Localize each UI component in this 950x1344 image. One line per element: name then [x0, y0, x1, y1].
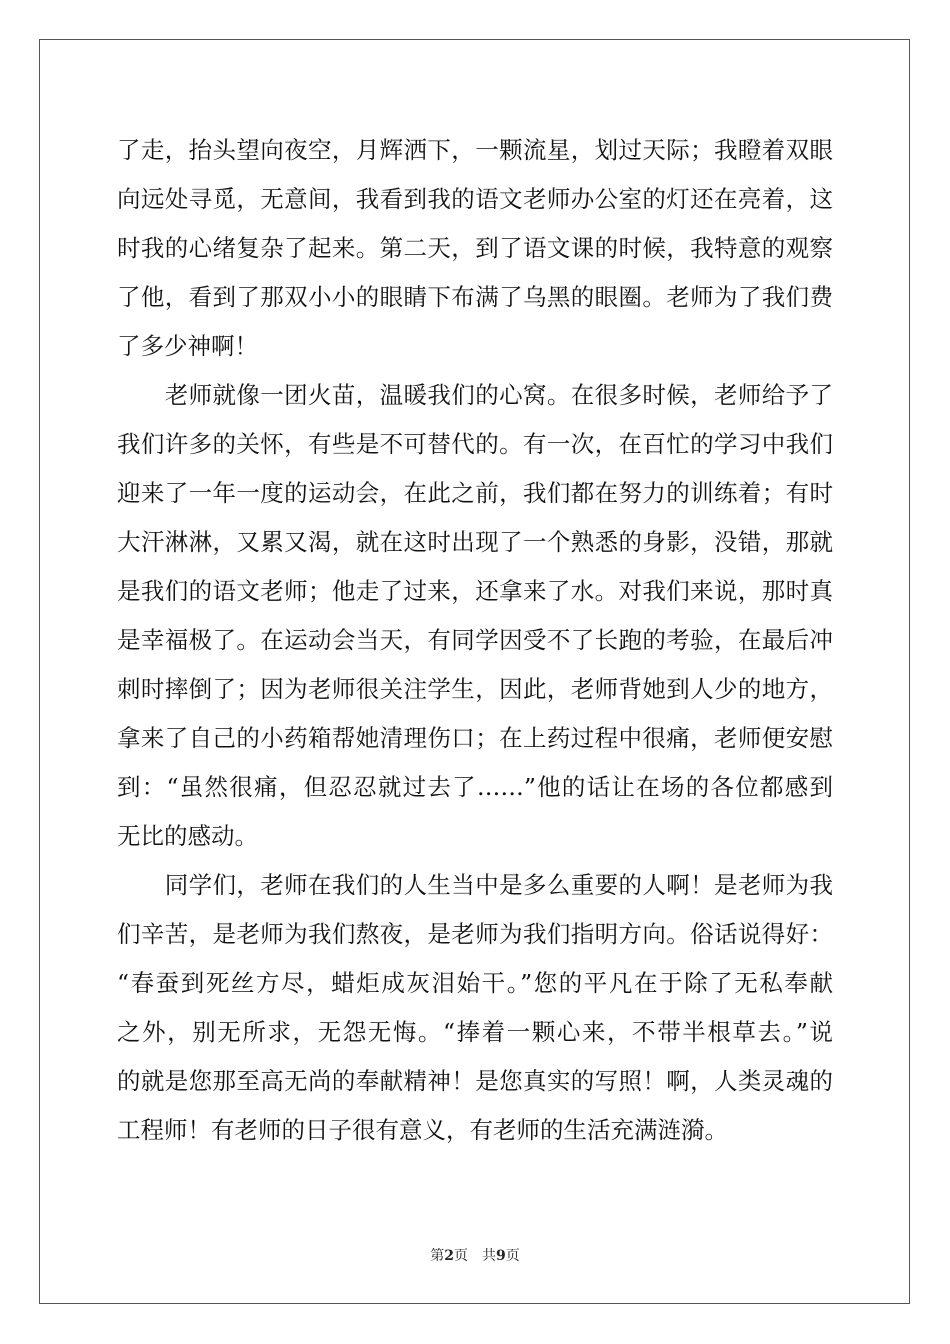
text-line: 工程师！有老师的日子很有意义，有老师的生活充满涟漪。 — [117, 1116, 728, 1144]
text-line: 向远处寻觅，无意间，我看到我的语文老师办公室的灯还在亮着，这 — [117, 185, 833, 213]
text-line: 到：“虽然很痛，但忍忍就过去了……”他的话让在场的各位都感到 — [117, 773, 833, 801]
text-line: 之外，别无所求，无怨无悔。“捧着一颗心来，不带半根草去。”说 — [117, 1018, 833, 1046]
text-line: 是我们的语文老师；他走了过来，还拿来了水。对我们来说，那时真 — [117, 577, 833, 605]
text-line: 的就是您那至高无尚的奉献精神！是您真实的写照！啊，人类灵魂的 — [117, 1067, 833, 1095]
text-line: 了多少神啊！ — [117, 332, 258, 360]
text-line: 同学们，老师在我们的人生当中是多么重要的人啊！是老师为我 — [117, 871, 833, 899]
text-line: 拿来了自己的小药箱帮她清理伤口；在上药过程中很痛，老师便安慰 — [117, 724, 833, 752]
text-line: “春蚕到死丝方尽，蜡炬成灰泪始干。”您的平凡在于除了无私奉献 — [117, 969, 833, 997]
text-line: 了他，看到了那双小小的眼睛下布满了乌黑的眼圈。老师为了我们费 — [117, 283, 833, 311]
total-suffix: 页 — [505, 1248, 520, 1264]
page-prefix: 第 — [430, 1248, 445, 1264]
text-line: 们辛苦，是老师为我们熬夜，是老师为我们指明方向。俗话说得好： — [117, 920, 833, 948]
page-footer — [0, 1246, 950, 1266]
text-line: 刺时摔倒了；因为老师很关注学生，因此，老师背她到人少的地方， — [117, 675, 833, 703]
text-line: 了走，抬头望向夜空，月辉洒下，一颗流星，划过天际；我瞪着双眼 — [117, 136, 833, 164]
text-line: 是幸福极了。在运动会当天，有同学因受不了长跑的考验，在最后冲 — [117, 626, 833, 654]
page-suffix: 页 — [454, 1248, 468, 1264]
text-line: 时我的心绪复杂了起来。第二天，到了语文课的时候，我特意的观察 — [117, 234, 833, 262]
text-line: 老师就像一团火苗，温暖我们的心窝。在很多时候，老师给予了 — [117, 381, 833, 409]
total-pages: 9 — [496, 1248, 506, 1264]
text-line: 无比的感动。 — [117, 822, 258, 850]
text-line: 大汗淋淋，又累又渴，就在这时出现了一个熟悉的身影，没错，那就 — [117, 528, 833, 556]
text-line: 我们许多的关怀，有些是不可替代的。有一次，在百忙的学习中我们 — [117, 430, 833, 458]
document-body — [117, 126, 833, 1155]
page-current: 2 — [444, 1248, 454, 1264]
text-line: 迎来了一年一度的运动会，在此之前，我们都在努力的训练着；有时 — [117, 479, 833, 507]
total-prefix: 共 — [482, 1248, 496, 1264]
